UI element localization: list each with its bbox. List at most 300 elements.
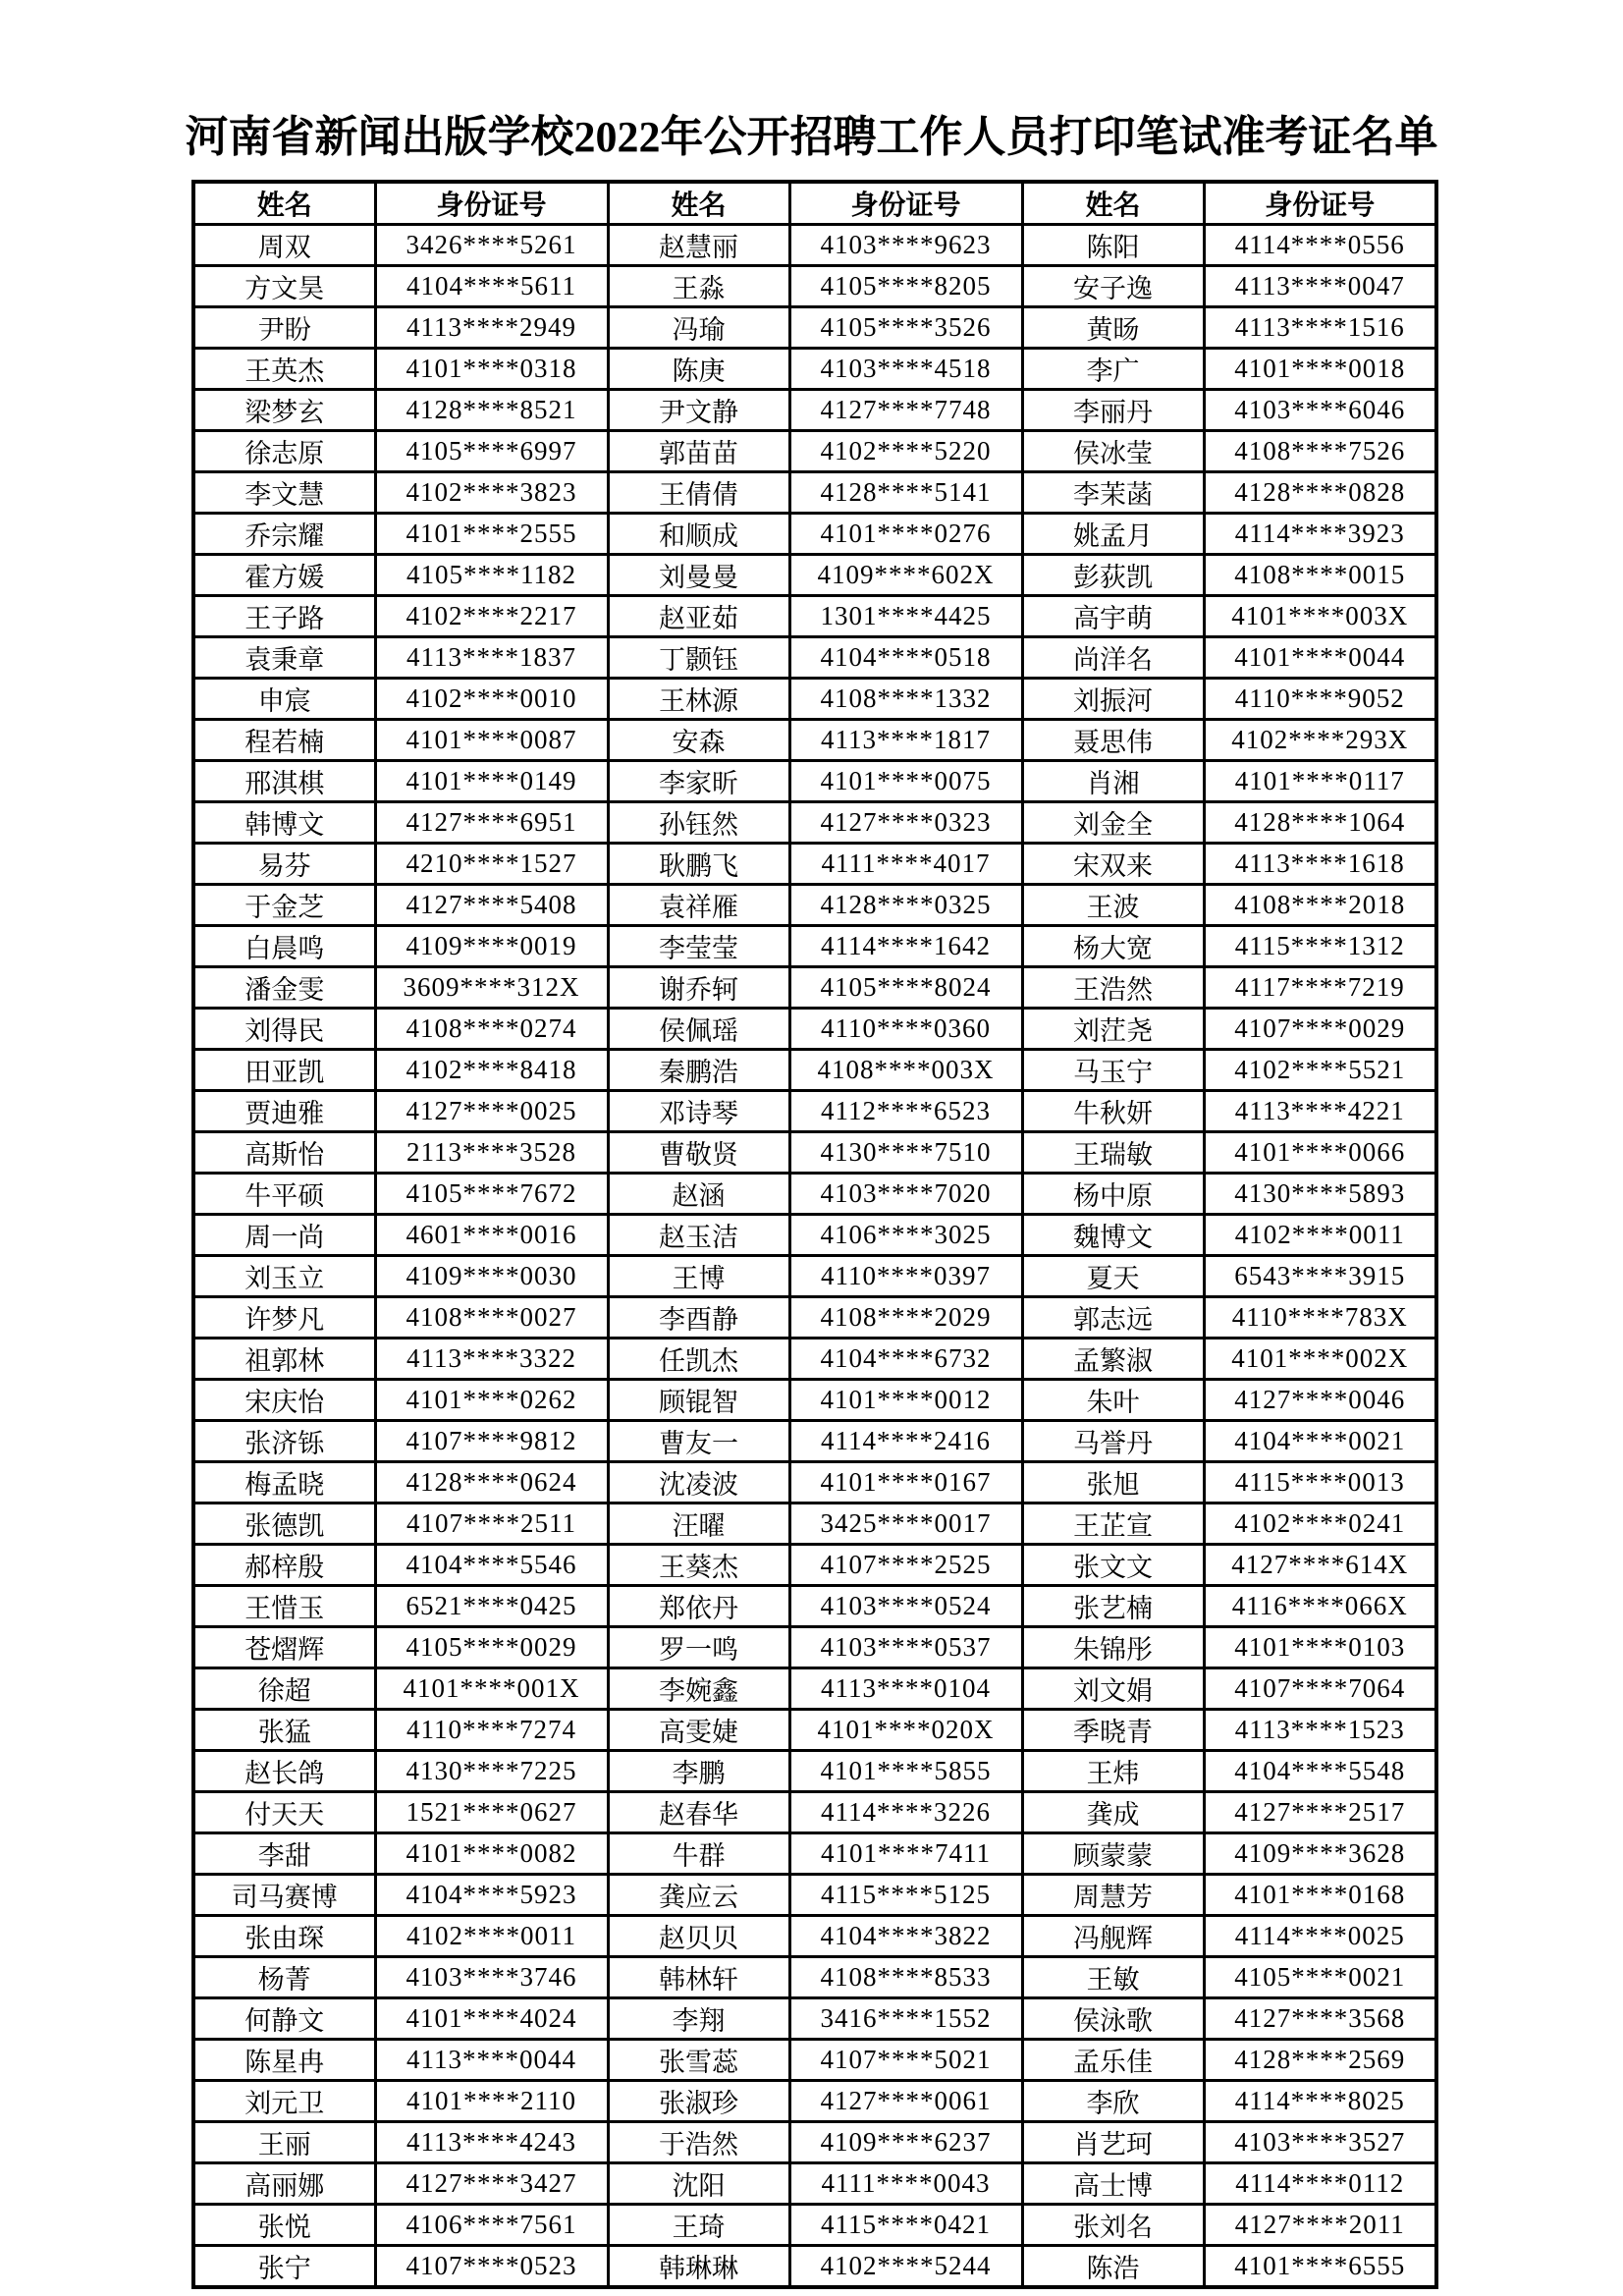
name-cell: 高士博: [1022, 2163, 1204, 2205]
name-cell: 申宸: [193, 679, 375, 720]
id-cell: 6543****3915: [1204, 1256, 1436, 1297]
id-cell: 4110****783X: [1204, 1297, 1436, 1339]
id-cell: 4127****5408: [375, 885, 608, 926]
id-cell: 4101****0117: [1204, 761, 1436, 802]
name-cell: 龚应云: [608, 1875, 789, 1916]
id-cell: 4101****5855: [789, 1751, 1022, 1792]
name-cell: 张文文: [1022, 1545, 1204, 1586]
id-cell: 4102****293X: [1204, 720, 1436, 761]
name-cell: 梅孟晓: [193, 1462, 375, 1503]
table-row: [193, 967, 1436, 1009]
id-cell: 4127****0323: [789, 802, 1022, 844]
table-row: [193, 1297, 1436, 1339]
id-cell: 4102****5220: [789, 431, 1022, 472]
name-cell: 霍方媛: [193, 555, 375, 596]
name-cell: 司马赛博: [193, 1875, 375, 1916]
id-cell: 4117****7219: [1204, 967, 1436, 1009]
id-cell: 4105****0021: [1204, 1957, 1436, 1998]
table-row: [193, 1421, 1436, 1462]
id-cell: 4127****2517: [1204, 1792, 1436, 1833]
name-cell: 李鹏: [608, 1751, 789, 1792]
id-cell: 4114****1642: [789, 926, 1022, 967]
name-cell: 宋庆怡: [193, 1380, 375, 1421]
id-cell: 4127****0061: [789, 2081, 1022, 2122]
id-cell: 4114****2416: [789, 1421, 1022, 1462]
id-cell: 4114****0112: [1204, 2163, 1436, 2205]
id-cell: 4127****3427: [375, 2163, 608, 2205]
name-cell: 张刘名: [1022, 2205, 1204, 2246]
name-cell: 夏天: [1022, 1256, 1204, 1297]
id-cell: 4101****0087: [375, 720, 608, 761]
id-cell: 4108****0274: [375, 1009, 608, 1050]
id-cell: 4105****6997: [375, 431, 608, 472]
id-cell: 4113****0104: [789, 1668, 1022, 1710]
name-cell: 张猛: [193, 1710, 375, 1751]
column-header-id-1: 身份证号: [375, 182, 608, 225]
table-row: [193, 1339, 1436, 1380]
id-cell: 4103****0524: [789, 1586, 1022, 1627]
table-row: [193, 1710, 1436, 1751]
id-cell: 4103****0537: [789, 1627, 1022, 1668]
table-row: [193, 2163, 1436, 2205]
name-cell: 高雯婕: [608, 1710, 789, 1751]
name-cell: 潘金雯: [193, 967, 375, 1009]
table-row: [193, 1091, 1436, 1132]
id-cell: 4103****3527: [1204, 2122, 1436, 2163]
id-cell: 4128****0325: [789, 885, 1022, 926]
name-cell: 刘茳尧: [1022, 1009, 1204, 1050]
table-row: [193, 1998, 1436, 2040]
name-cell: 程若楠: [193, 720, 375, 761]
name-cell: 王琦: [608, 2205, 789, 2246]
id-cell: 4109****0030: [375, 1256, 608, 1297]
name-cell: 郭志远: [1022, 1297, 1204, 1339]
id-cell: 4101****0075: [789, 761, 1022, 802]
id-cell: 4109****602X: [789, 555, 1022, 596]
name-cell: 韩博文: [193, 802, 375, 844]
id-cell: 4101****0082: [375, 1833, 608, 1875]
id-cell: 4102****2217: [375, 596, 608, 637]
id-cell: 1301****4425: [789, 596, 1022, 637]
column-header-name-3: 姓名: [1022, 182, 1204, 225]
id-cell: 4101****0018: [1204, 349, 1436, 390]
name-cell: 冯舰辉: [1022, 1916, 1204, 1957]
name-cell: 张艺楠: [1022, 1586, 1204, 1627]
id-cell: 4108****2018: [1204, 885, 1436, 926]
name-cell: 季晓青: [1022, 1710, 1204, 1751]
id-cell: 4109****0019: [375, 926, 608, 967]
table-row: [193, 2040, 1436, 2081]
id-cell: 4111****4017: [789, 844, 1022, 885]
name-cell: 牛群: [608, 1833, 789, 1875]
id-cell: 4105****7672: [375, 1174, 608, 1215]
name-cell: 丁颢钰: [608, 637, 789, 679]
id-cell: 4105****8205: [789, 266, 1022, 307]
table-row: [193, 2122, 1436, 2163]
name-cell: 黄旸: [1022, 307, 1204, 349]
id-cell: 4108****8533: [789, 1957, 1022, 1998]
table-row: [193, 1132, 1436, 1174]
name-cell: 李莹莹: [608, 926, 789, 967]
column-header-id-3: 身份证号: [1204, 182, 1436, 225]
id-cell: 4130****7510: [789, 1132, 1022, 1174]
name-cell: 杨大宽: [1022, 926, 1204, 967]
name-cell: 王炜: [1022, 1751, 1204, 1792]
name-cell: 李翔: [608, 1998, 789, 2040]
name-cell: 周一尚: [193, 1215, 375, 1256]
id-cell: 4110****7274: [375, 1710, 608, 1751]
name-cell: 宋双来: [1022, 844, 1204, 885]
id-cell: 3609****312X: [375, 967, 608, 1009]
id-cell: 4127****2011: [1204, 2205, 1436, 2246]
id-cell: 4107****5021: [789, 2040, 1022, 2081]
id-cell: 4104****5548: [1204, 1751, 1436, 1792]
name-cell: 王敏: [1022, 1957, 1204, 1998]
table-row: [193, 761, 1436, 802]
id-cell: 4127****0046: [1204, 1380, 1436, 1421]
table-row: [193, 1957, 1436, 1998]
name-cell: 易芬: [193, 844, 375, 885]
name-cell: 郭苗苗: [608, 431, 789, 472]
name-cell: 曹敬贤: [608, 1132, 789, 1174]
name-cell: 刘曼曼: [608, 555, 789, 596]
id-cell: 3416****1552: [789, 1998, 1022, 2040]
name-cell: 苍熠辉: [193, 1627, 375, 1668]
id-cell: 4105****1182: [375, 555, 608, 596]
name-cell: 王瑞敏: [1022, 1132, 1204, 1174]
id-cell: 4101****4024: [375, 1998, 608, 2040]
id-cell: 4110****0360: [789, 1009, 1022, 1050]
id-cell: 4102****0011: [1204, 1215, 1436, 1256]
name-cell: 谢乔轲: [608, 967, 789, 1009]
name-cell: 马誉丹: [1022, 1421, 1204, 1462]
table-row: [193, 390, 1436, 431]
id-cell: 4130****7225: [375, 1751, 608, 1792]
name-cell: 侯冰莹: [1022, 431, 1204, 472]
name-cell: 赵贝贝: [608, 1916, 789, 1957]
name-cell: 李甜: [193, 1833, 375, 1875]
id-cell: 4101****0318: [375, 349, 608, 390]
id-cell: 4106****7561: [375, 2205, 608, 2246]
name-cell: 于金芝: [193, 885, 375, 926]
id-cell: 4109****3628: [1204, 1833, 1436, 1875]
name-cell: 赵长鸽: [193, 1751, 375, 1792]
name-cell: 孟乐佳: [1022, 2040, 1204, 2081]
id-cell: 4101****0012: [789, 1380, 1022, 1421]
name-cell: 许梦凡: [193, 1297, 375, 1339]
table-row: [193, 1668, 1436, 1710]
name-cell: 顾蒙蒙: [1022, 1833, 1204, 1875]
name-cell: 刘金全: [1022, 802, 1204, 844]
name-cell: 陈星冉: [193, 2040, 375, 2081]
table-row: [193, 720, 1436, 761]
table-row: [193, 2246, 1436, 2288]
name-cell: 方文昊: [193, 266, 375, 307]
name-cell: 邢淇棋: [193, 761, 375, 802]
id-cell: 4101****0149: [375, 761, 608, 802]
id-cell: 4101****2110: [375, 2081, 608, 2122]
id-cell: 4101****0262: [375, 1380, 608, 1421]
id-cell: 4127****0025: [375, 1091, 608, 1132]
id-cell: 4101****003X: [1204, 596, 1436, 637]
name-cell: 刘元卫: [193, 2081, 375, 2122]
name-cell: 袁秉章: [193, 637, 375, 679]
name-cell: 周慧芳: [1022, 1875, 1204, 1916]
name-cell: 罗一鸣: [608, 1627, 789, 1668]
name-cell: 肖湘: [1022, 761, 1204, 802]
name-cell: 刘玉立: [193, 1256, 375, 1297]
table-row: [193, 596, 1436, 637]
table-row: [193, 1503, 1436, 1545]
id-cell: 4108****1332: [789, 679, 1022, 720]
name-cell: 冯瑜: [608, 307, 789, 349]
name-cell: 张宁: [193, 2246, 375, 2288]
id-cell: 4110****9052: [1204, 679, 1436, 720]
id-cell: 4103****6046: [1204, 390, 1436, 431]
name-cell: 龚成: [1022, 1792, 1204, 1833]
id-cell: 4104****0021: [1204, 1421, 1436, 1462]
name-cell: 陈浩: [1022, 2246, 1204, 2288]
header-row: [193, 182, 1436, 225]
id-cell: 4113****1523: [1204, 1710, 1436, 1751]
id-cell: 4101****002X: [1204, 1339, 1436, 1380]
table-row: [193, 2205, 1436, 2246]
name-cell: 王芷宣: [1022, 1503, 1204, 1545]
name-cell: 韩琳琳: [608, 2246, 789, 2288]
id-cell: 4108****0015: [1204, 555, 1436, 596]
name-cell: 赵涵: [608, 1174, 789, 1215]
table-row: [193, 1916, 1436, 1957]
name-cell: 沈凌波: [608, 1462, 789, 1503]
id-cell: 4128****0624: [375, 1462, 608, 1503]
table-row: [193, 926, 1436, 967]
id-cell: 4107****2511: [375, 1503, 608, 1545]
name-cell: 安森: [608, 720, 789, 761]
name-cell: 付天天: [193, 1792, 375, 1833]
name-cell: 王林源: [608, 679, 789, 720]
name-cell: 张济铄: [193, 1421, 375, 1462]
id-cell: 4107****9812: [375, 1421, 608, 1462]
id-cell: 4102****5521: [1204, 1050, 1436, 1091]
id-cell: 4104****3822: [789, 1916, 1022, 1957]
id-cell: 4128****2569: [1204, 2040, 1436, 2081]
name-cell: 张由琛: [193, 1916, 375, 1957]
name-cell: 赵慧丽: [608, 225, 789, 266]
id-cell: 4128****1064: [1204, 802, 1436, 844]
id-cell: 4113****4243: [375, 2122, 608, 2163]
name-cell: 汪曜: [608, 1503, 789, 1545]
id-cell: 4102****3823: [375, 472, 608, 514]
id-cell: 4105****0029: [375, 1627, 608, 1668]
roster-table-body: [193, 225, 1436, 2288]
name-cell: 牛平硕: [193, 1174, 375, 1215]
id-cell: 4127****614X: [1204, 1545, 1436, 1586]
name-cell: 赵玉洁: [608, 1215, 789, 1256]
name-cell: 郝梓殷: [193, 1545, 375, 1586]
name-cell: 徐志原: [193, 431, 375, 472]
name-cell: 王丽: [193, 2122, 375, 2163]
id-cell: 4114****0556: [1204, 225, 1436, 266]
name-cell: 韩林轩: [608, 1957, 789, 1998]
id-cell: 4127****6951: [375, 802, 608, 844]
id-cell: 4101****7411: [789, 1833, 1022, 1875]
id-cell: 4115****0013: [1204, 1462, 1436, 1503]
name-cell: 王波: [1022, 885, 1204, 926]
id-cell: 4115****0421: [789, 2205, 1022, 2246]
id-cell: 2113****3528: [375, 1132, 608, 1174]
id-cell: 4107****2525: [789, 1545, 1022, 1586]
table-row: [193, 844, 1436, 885]
table-row: [193, 225, 1436, 266]
id-cell: 4101****0168: [1204, 1875, 1436, 1916]
id-cell: 4101****0103: [1204, 1627, 1436, 1668]
name-cell: 尹盼: [193, 307, 375, 349]
table-row: [193, 472, 1436, 514]
id-cell: 4104****6732: [789, 1339, 1022, 1380]
name-cell: 李丽丹: [1022, 390, 1204, 431]
table-row: [193, 431, 1436, 472]
column-header-name-2: 姓名: [608, 182, 789, 225]
name-cell: 郑依丹: [608, 1586, 789, 1627]
id-cell: 4102****5244: [789, 2246, 1022, 2288]
name-cell: 王博: [608, 1256, 789, 1297]
id-cell: 4101****001X: [375, 1668, 608, 1710]
id-cell: 4103****4518: [789, 349, 1022, 390]
table-row: [193, 1256, 1436, 1297]
id-cell: 4113****1837: [375, 637, 608, 679]
name-cell: 聂思伟: [1022, 720, 1204, 761]
name-cell: 侯佩瑶: [608, 1009, 789, 1050]
name-cell: 王英杰: [193, 349, 375, 390]
id-cell: 3426****5261: [375, 225, 608, 266]
name-cell: 李文慧: [193, 472, 375, 514]
name-cell: 张德凯: [193, 1503, 375, 1545]
name-cell: 赵亚茹: [608, 596, 789, 637]
table-row: [193, 802, 1436, 844]
roster-table-header: [193, 182, 1436, 225]
name-cell: 秦鹏浩: [608, 1050, 789, 1091]
name-cell: 和顺成: [608, 514, 789, 555]
name-cell: 王淼: [608, 266, 789, 307]
id-cell: 4113****3322: [375, 1339, 608, 1380]
id-cell: 1521****0627: [375, 1792, 608, 1833]
id-cell: 4102****0010: [375, 679, 608, 720]
id-cell: 4113****0047: [1204, 266, 1436, 307]
column-header-name-1: 姓名: [193, 182, 375, 225]
name-cell: 魏博文: [1022, 1215, 1204, 1256]
id-cell: 4108****7526: [1204, 431, 1436, 472]
id-cell: 4113****2949: [375, 307, 608, 349]
name-cell: 马玉宁: [1022, 1050, 1204, 1091]
name-cell: 牛秋妍: [1022, 1091, 1204, 1132]
id-cell: 4113****0044: [375, 2040, 608, 2081]
id-cell: 4104****5923: [375, 1875, 608, 1916]
id-cell: 4128****0828: [1204, 472, 1436, 514]
name-cell: 侯泳歌: [1022, 1998, 1204, 2040]
name-cell: 贾迪雅: [193, 1091, 375, 1132]
name-cell: 张淑珍: [608, 2081, 789, 2122]
name-cell: 顾锟智: [608, 1380, 789, 1421]
name-cell: 祖郭林: [193, 1339, 375, 1380]
id-cell: 4104****5611: [375, 266, 608, 307]
id-cell: 4128****8521: [375, 390, 608, 431]
name-cell: 王倩倩: [608, 472, 789, 514]
table-row: [193, 637, 1436, 679]
name-cell: 尚洋名: [1022, 637, 1204, 679]
table-row: [193, 266, 1436, 307]
table-row: [193, 679, 1436, 720]
table-row: [193, 1792, 1436, 1833]
table-row: [193, 2081, 1436, 2122]
table-row: [193, 1009, 1436, 1050]
id-cell: 4113****1516: [1204, 307, 1436, 349]
id-cell: 4107****0523: [375, 2246, 608, 2288]
name-cell: 刘得民: [193, 1009, 375, 1050]
table-row: [193, 514, 1436, 555]
id-cell: 4114****0025: [1204, 1916, 1436, 1957]
id-cell: 4101****0044: [1204, 637, 1436, 679]
id-cell: 4108****0027: [375, 1297, 608, 1339]
id-cell: 4114****3226: [789, 1792, 1022, 1833]
table-row: [193, 1050, 1436, 1091]
name-cell: 杨中原: [1022, 1174, 1204, 1215]
id-cell: 4127****7748: [789, 390, 1022, 431]
table-row: [193, 1174, 1436, 1215]
table-row: [193, 1627, 1436, 1668]
table-row: [193, 1875, 1436, 1916]
table-row: [193, 307, 1436, 349]
id-cell: 4601****0016: [375, 1215, 608, 1256]
id-cell: 4108****003X: [789, 1050, 1022, 1091]
name-cell: 乔宗耀: [193, 514, 375, 555]
name-cell: 梁梦玄: [193, 390, 375, 431]
table-row: [193, 1751, 1436, 1792]
id-cell: 4102****8418: [375, 1050, 608, 1091]
table-row: [193, 1586, 1436, 1627]
table-row: [193, 555, 1436, 596]
roster-table: [191, 180, 1438, 2289]
name-cell: 袁祥雁: [608, 885, 789, 926]
id-cell: 4106****3025: [789, 1215, 1022, 1256]
id-cell: 4110****0397: [789, 1256, 1022, 1297]
id-cell: 4130****5893: [1204, 1174, 1436, 1215]
id-cell: 4112****6523: [789, 1091, 1022, 1132]
name-cell: 于浩然: [608, 2122, 789, 2163]
id-cell: 4107****7064: [1204, 1668, 1436, 1710]
id-cell: 4105****8024: [789, 967, 1022, 1009]
id-cell: 4101****2555: [375, 514, 608, 555]
table-row: [193, 1215, 1436, 1256]
name-cell: 王惜玉: [193, 1586, 375, 1627]
name-cell: 朱锦彤: [1022, 1627, 1204, 1668]
id-cell: 4111****0043: [789, 2163, 1022, 2205]
name-cell: 朱叶: [1022, 1380, 1204, 1421]
table-row: [193, 349, 1436, 390]
id-cell: 4101****0167: [789, 1462, 1022, 1503]
name-cell: 何静文: [193, 1998, 375, 2040]
id-cell: 4104****5546: [375, 1545, 608, 1586]
name-cell: 陈庚: [608, 349, 789, 390]
name-cell: 刘文娟: [1022, 1668, 1204, 1710]
name-cell: 赵春华: [608, 1792, 789, 1833]
page-title: 河南省新闻出版学校2022年公开招聘工作人员打印笔试准考证名单: [185, 113, 1438, 161]
name-cell: 杨菁: [193, 1957, 375, 1998]
name-cell: 任凯杰: [608, 1339, 789, 1380]
table-row: [193, 1833, 1436, 1875]
id-cell: 4116****066X: [1204, 1586, 1436, 1627]
name-cell: 沈阳: [608, 2163, 789, 2205]
id-cell: 4103****3746: [375, 1957, 608, 1998]
